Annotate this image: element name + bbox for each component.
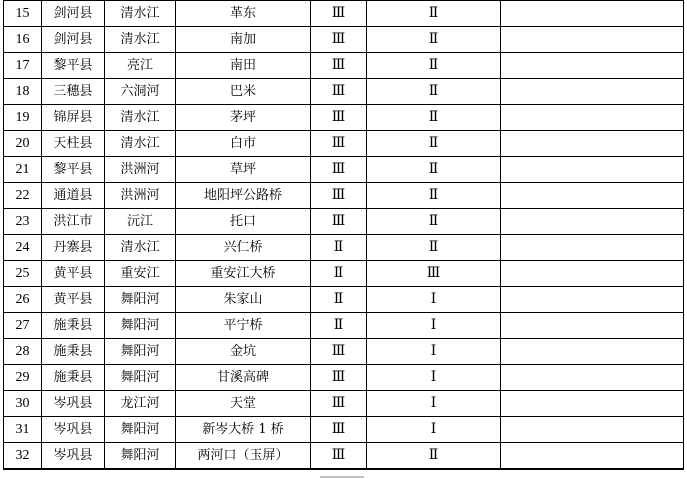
row-number-cell: 25 — [4, 261, 42, 287]
row-number-cell: 17 — [4, 53, 42, 79]
table-row — [4, 131, 684, 157]
target-grade-cell: Ⅰ — [367, 339, 501, 365]
river-cell: 龙江河 — [105, 391, 176, 417]
remarks-cell — [501, 79, 684, 105]
target-grade-cell: Ⅱ — [367, 443, 501, 470]
monitoring-site-cell: 兴仁桥 — [176, 235, 311, 261]
target-grade-cell: Ⅰ — [367, 313, 501, 339]
table-row — [4, 443, 684, 470]
table-row — [4, 53, 684, 79]
row-number-cell: 21 — [4, 157, 42, 183]
target-grade-cell: Ⅰ — [367, 287, 501, 313]
target-grade-cell: Ⅱ — [367, 105, 501, 131]
table-row — [4, 27, 684, 53]
river-cell: 舞阳河 — [105, 417, 176, 443]
remarks-cell — [501, 27, 684, 53]
county-cell: 黎平县 — [42, 157, 105, 183]
row-number-cell: 24 — [4, 235, 42, 261]
table-row — [4, 209, 684, 235]
river-cell: 亮江 — [105, 53, 176, 79]
target-grade-cell: Ⅱ — [367, 183, 501, 209]
row-number-cell: 22 — [4, 183, 42, 209]
county-cell: 黎平县 — [42, 53, 105, 79]
water-grade-cell: Ⅲ — [311, 365, 367, 391]
county-cell: 天柱县 — [42, 131, 105, 157]
row-number-cell: 19 — [4, 105, 42, 131]
table-body — [4, 1, 684, 470]
target-grade-cell: Ⅱ — [367, 53, 501, 79]
river-cell: 沅江 — [105, 209, 176, 235]
row-number-cell: 32 — [4, 443, 42, 470]
monitoring-site-cell: 地阳坪公路桥 — [176, 183, 311, 209]
row-number-cell: 16 — [4, 27, 42, 53]
row-number-cell: 27 — [4, 313, 42, 339]
target-grade-cell: Ⅰ — [367, 391, 501, 417]
monitoring-site-cell: 天堂 — [176, 391, 311, 417]
river-cell: 舞阳河 — [105, 287, 176, 313]
target-grade-cell: Ⅱ — [367, 131, 501, 157]
water-grade-cell: Ⅲ — [311, 157, 367, 183]
table-row — [4, 1, 684, 27]
water-grade-cell: Ⅱ — [311, 235, 367, 261]
remarks-cell — [501, 157, 684, 183]
county-cell: 洪江市 — [42, 209, 105, 235]
table-row — [4, 157, 684, 183]
table-row — [4, 339, 684, 365]
water-grade-cell: Ⅲ — [311, 79, 367, 105]
remarks-cell — [501, 313, 684, 339]
water-grade-cell: Ⅱ — [311, 287, 367, 313]
remarks-cell — [501, 391, 684, 417]
water-grade-cell: Ⅲ — [311, 53, 367, 79]
river-cell: 清水江 — [105, 235, 176, 261]
remarks-cell — [501, 53, 684, 79]
target-grade-cell: Ⅱ — [367, 27, 501, 53]
county-cell: 锦屏县 — [42, 105, 105, 131]
remarks-cell — [501, 287, 684, 313]
row-number-cell: 30 — [4, 391, 42, 417]
table-row — [4, 287, 684, 313]
monitoring-site-cell: 两河口（玉屏） — [176, 443, 311, 470]
monitoring-site-cell: 金坑 — [176, 339, 311, 365]
county-cell: 黄平县 — [42, 261, 105, 287]
water-grade-cell: Ⅱ — [311, 313, 367, 339]
river-cell: 舞阳河 — [105, 313, 176, 339]
county-cell: 岑巩县 — [42, 443, 105, 470]
row-number-cell: 15 — [4, 1, 42, 27]
county-cell: 丹寨县 — [42, 235, 105, 261]
monitoring-site-cell: 巴米 — [176, 79, 311, 105]
target-grade-cell: Ⅱ — [367, 157, 501, 183]
table-row — [4, 313, 684, 339]
river-cell: 舞阳河 — [105, 339, 176, 365]
table-row — [4, 183, 684, 209]
row-number-cell: 26 — [4, 287, 42, 313]
table-row — [4, 261, 684, 287]
water-grade-cell: Ⅲ — [311, 27, 367, 53]
remarks-cell — [501, 183, 684, 209]
remarks-cell — [501, 1, 684, 27]
target-grade-cell: Ⅲ — [367, 261, 501, 287]
river-cell: 重安江 — [105, 261, 176, 287]
monitoring-site-cell: 平宁桥 — [176, 313, 311, 339]
table-row — [4, 105, 684, 131]
table-row — [4, 391, 684, 417]
monitoring-site-cell: 革东 — [176, 1, 311, 27]
water-grade-cell: Ⅲ — [311, 209, 367, 235]
monitoring-site-cell: 白市 — [176, 131, 311, 157]
row-number-cell: 18 — [4, 79, 42, 105]
remarks-cell — [501, 261, 684, 287]
row-number-cell: 28 — [4, 339, 42, 365]
table-row — [4, 235, 684, 261]
remarks-cell — [501, 209, 684, 235]
river-cell: 清水江 — [105, 1, 176, 27]
county-cell: 施秉县 — [42, 365, 105, 391]
target-grade-cell: Ⅱ — [367, 209, 501, 235]
river-cell: 洪洲河 — [105, 183, 176, 209]
county-cell: 剑河县 — [42, 27, 105, 53]
target-grade-cell: Ⅱ — [367, 235, 501, 261]
monitoring-site-cell: 托口 — [176, 209, 311, 235]
water-grade-cell: Ⅲ — [311, 417, 367, 443]
water-grade-cell: Ⅲ — [311, 1, 367, 27]
target-grade-cell: Ⅰ — [367, 365, 501, 391]
remarks-cell — [501, 443, 684, 470]
river-cell: 清水江 — [105, 27, 176, 53]
remarks-cell — [501, 339, 684, 365]
water-grade-cell: Ⅲ — [311, 339, 367, 365]
county-cell: 剑河县 — [42, 1, 105, 27]
remarks-cell — [501, 105, 684, 131]
scan-artifact-mark — [320, 476, 364, 478]
table-row — [4, 365, 684, 391]
remarks-cell — [501, 131, 684, 157]
monitoring-site-cell: 新岑大桥 1 桥 — [176, 417, 311, 443]
monitoring-site-cell: 南田 — [176, 53, 311, 79]
county-cell: 岑巩县 — [42, 391, 105, 417]
water-grade-cell: Ⅲ — [311, 131, 367, 157]
target-grade-cell: Ⅱ — [367, 79, 501, 105]
river-cell: 洪洲河 — [105, 157, 176, 183]
county-cell: 黄平县 — [42, 287, 105, 313]
county-cell: 施秉县 — [42, 339, 105, 365]
monitoring-site-cell: 南加 — [176, 27, 311, 53]
monitoring-site-cell: 草坪 — [176, 157, 311, 183]
river-cell: 舞阳河 — [105, 365, 176, 391]
table-row — [4, 417, 684, 443]
remarks-cell — [501, 417, 684, 443]
river-cell: 舞阳河 — [105, 443, 176, 470]
row-number-cell: 29 — [4, 365, 42, 391]
row-number-cell: 23 — [4, 209, 42, 235]
monitoring-table-container — [3, 0, 684, 470]
monitoring-site-cell: 重安江大桥 — [176, 261, 311, 287]
water-grade-cell: Ⅱ — [311, 261, 367, 287]
target-grade-cell: Ⅰ — [367, 417, 501, 443]
remarks-cell — [501, 365, 684, 391]
monitoring-site-cell: 朱家山 — [176, 287, 311, 313]
county-cell: 三穗县 — [42, 79, 105, 105]
water-grade-cell: Ⅲ — [311, 105, 367, 131]
row-number-cell: 20 — [4, 131, 42, 157]
monitoring-site-cell: 茅坪 — [176, 105, 311, 131]
county-cell: 通道县 — [42, 183, 105, 209]
county-cell: 施秉县 — [42, 313, 105, 339]
water-grade-cell: Ⅲ — [311, 443, 367, 470]
river-cell: 六洞河 — [105, 79, 176, 105]
water-quality-table — [3, 0, 684, 470]
river-cell: 清水江 — [105, 105, 176, 131]
row-number-cell: 31 — [4, 417, 42, 443]
river-cell: 清水江 — [105, 131, 176, 157]
county-cell: 岑巩县 — [42, 417, 105, 443]
monitoring-site-cell: 甘溪高碑 — [176, 365, 311, 391]
table-row — [4, 79, 684, 105]
water-grade-cell: Ⅲ — [311, 391, 367, 417]
water-grade-cell: Ⅲ — [311, 183, 367, 209]
remarks-cell — [501, 235, 684, 261]
target-grade-cell: Ⅱ — [367, 1, 501, 27]
